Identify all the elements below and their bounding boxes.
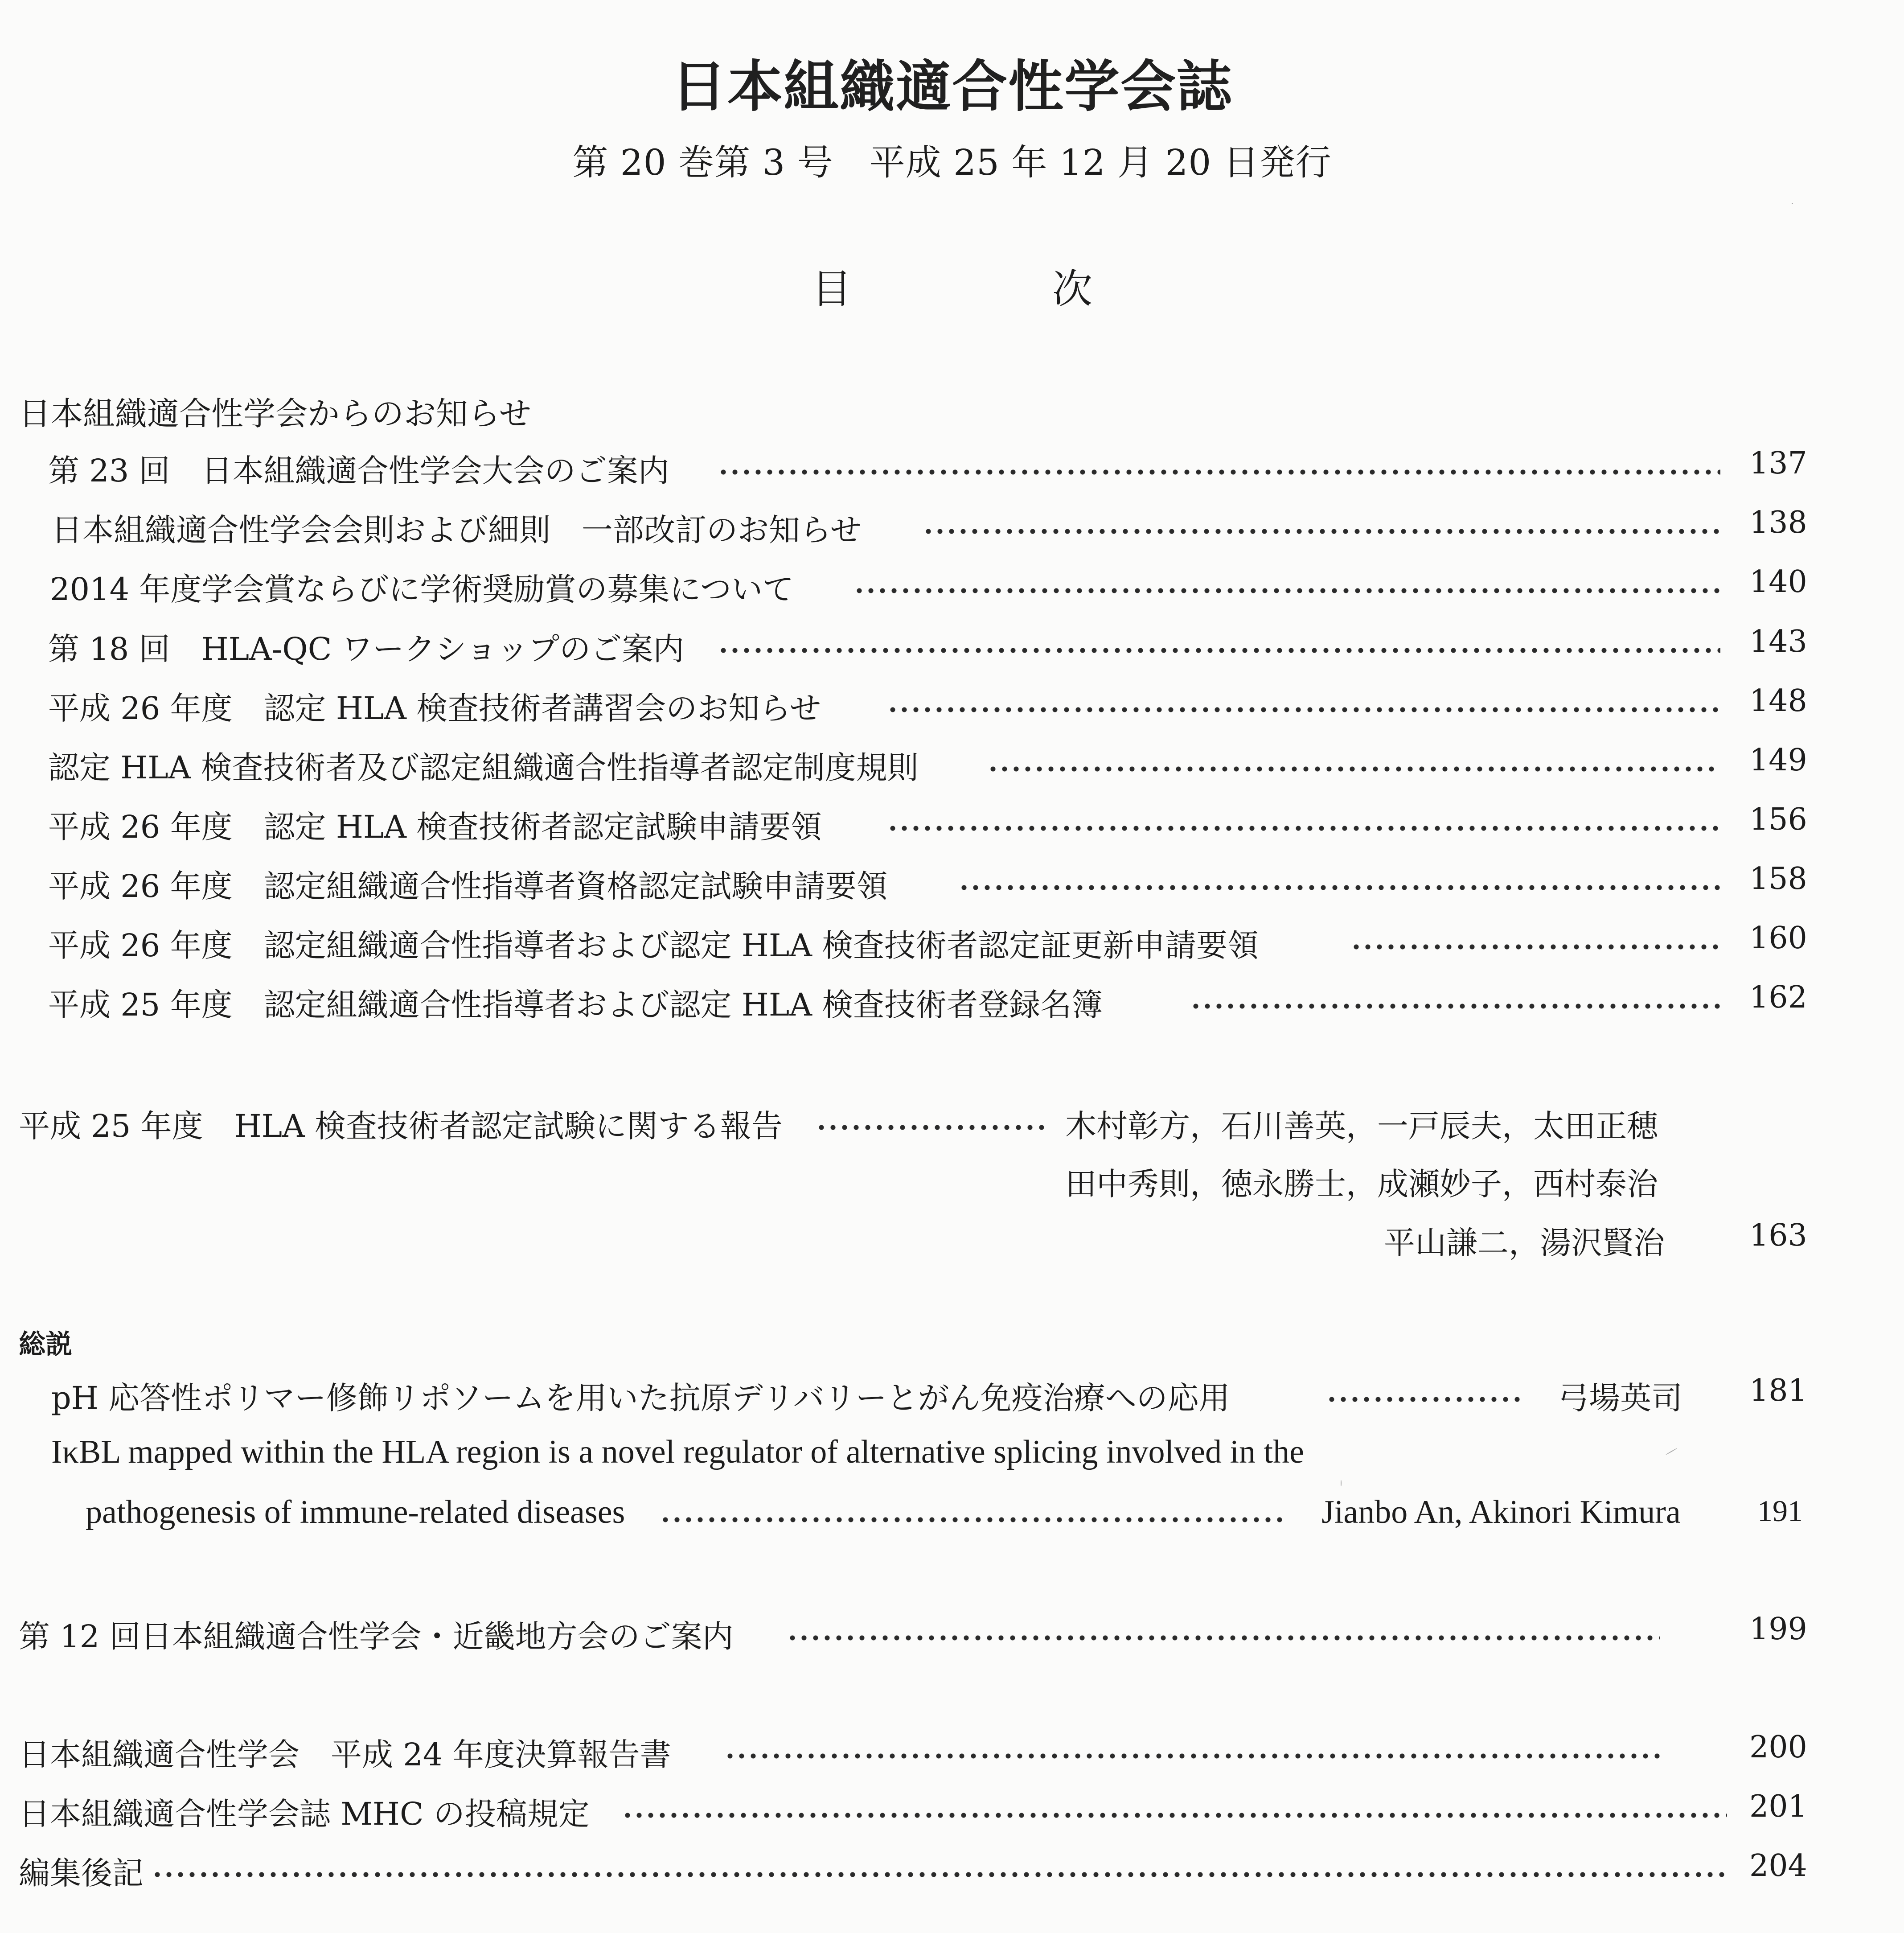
toc-entry[interactable] (0, 683, 1904, 728)
scan-speck (1341, 1480, 1342, 1486)
toc-entry-page[interactable]: 148 (1749, 683, 1807, 719)
dot-leader (816, 1101, 1047, 1146)
toc-entry[interactable] (0, 624, 1904, 669)
dot-leader (718, 446, 1720, 490)
toc-entry-title[interactable]: 日本組織適合性学会会則および細則 一部改訂のお知らせ (51, 512, 862, 548)
toc-entry-title[interactable]: 第 23 回 日本組織適合性学会大会のご案内 (48, 452, 669, 489)
toc-entry-review[interactable] (0, 1373, 1904, 1418)
issue-line: 第 20 巻第 3 号 平成 25 年 12 月 20 日発行 (572, 142, 1332, 183)
toc-entry-title[interactable]: IκBL mapped within the HLA region is a novel regulator of alternative splicing involved in the (51, 1434, 1304, 1470)
toc-entry-title[interactable]: 日本組織適合性学会 平成 24 年度決算報告書 (19, 1736, 671, 1773)
toc-entry-title[interactable]: 平成 25 年度 HLA 検査技術者認定試験に関する報告 (19, 1108, 783, 1144)
dot-leader (923, 505, 1720, 550)
section-heading-reviews: 総説 (19, 1329, 72, 1360)
toc-entry-page[interactable]: 162 (1749, 980, 1807, 1015)
toc-entry-page[interactable]: 204 (1749, 1848, 1807, 1884)
section-heading-notices: 日本組織適合性学会からのお知らせ (19, 395, 531, 432)
toc-entry-page[interactable]: 143 (1749, 624, 1807, 659)
toc-entry-title[interactable]: 日本組織適合性学会誌 MHC の投稿規定 (19, 1796, 590, 1832)
toc-entry-title[interactable]: 平成 26 年度 認定組織適合性指導者資格認定試験申請要領 (48, 868, 888, 905)
dot-leader (987, 743, 1720, 787)
toc-entry[interactable] (0, 980, 1904, 1024)
dot-leader (622, 1789, 1727, 1834)
toc-entry-title[interactable]: 編集後記 (19, 1855, 144, 1892)
toc-entry-page[interactable]: 140 (1749, 564, 1807, 600)
toc-entry-page[interactable]: 191 (1757, 1494, 1803, 1528)
report-authors-line-2: 田中秀則，徳永勝士，成瀬妙子，西村泰治 (1065, 1166, 1658, 1202)
toc-entry-title[interactable]: 平成 25 年度 認定組織適合性指導者および認定 HLA 検査技術者登録名簿 (48, 987, 1103, 1023)
dot-leader (152, 1848, 1727, 1893)
toc-heading: 目 次 (812, 266, 1173, 313)
toc-entry-page[interactable]: 137 (1749, 446, 1807, 481)
dot-leader (887, 802, 1720, 847)
dot-leader (1350, 921, 1720, 965)
toc-entry-title[interactable]: 2014 年度学会賞ならびに学術奨励賞の募集について (50, 571, 794, 608)
toc-entry-page[interactable]: 181 (1749, 1373, 1807, 1408)
toc-entry[interactable] (0, 743, 1904, 787)
report-authors-line-3: 平山謙二，湯沢賢治 (1384, 1225, 1665, 1261)
dot-leader (660, 1493, 1284, 1538)
toc-entry-page[interactable]: 156 (1749, 802, 1807, 837)
toc-entry-page[interactable]: 199 (1749, 1612, 1807, 1647)
dot-leader (724, 1730, 1660, 1774)
toc-entry-page[interactable]: 160 (1749, 921, 1807, 956)
scan-speck (1792, 203, 1793, 204)
toc-entry-review-line-1[interactable] (0, 1433, 1904, 1478)
dot-leader (958, 861, 1720, 906)
dot-leader (1190, 980, 1720, 1024)
dot-leader (718, 624, 1720, 669)
toc-entry-page[interactable]: 200 (1749, 1730, 1807, 1765)
toc-entry-title[interactable]: 第 18 回 HLA-QC ワークショップのご案内 (48, 631, 685, 667)
toc-entry-page[interactable]: 138 (1749, 505, 1807, 540)
toc-entry-title[interactable]: 第 12 回日本組織適合性学会・近畿地方会のご案内 (19, 1618, 734, 1655)
toc-entry[interactable] (0, 861, 1904, 906)
toc-entry-kinki[interactable] (0, 1612, 1904, 1656)
toc-entry-title[interactable]: 認定 HLA 検査技術者及び認定組織適合性指導者認定制度規則 (48, 749, 919, 786)
toc-entry[interactable] (0, 921, 1904, 965)
toc-entry-authors: Jianbo An, Akinori Kimura (1321, 1494, 1681, 1530)
toc-entry-review-line-2[interactable] (0, 1493, 1904, 1538)
dot-leader (887, 683, 1720, 728)
toc-entry-title-continued[interactable]: pathogenesis of immune-related diseases (86, 1494, 625, 1530)
toc-entry-page[interactable]: 163 (1749, 1218, 1807, 1253)
dot-leader (854, 564, 1720, 609)
toc-entry[interactable] (0, 505, 1904, 550)
toc-entry-title[interactable]: pH 応答性ポリマー修飾リポソームを用いた抗原デリバリーとがん免疫治療への応用 (51, 1380, 1230, 1416)
toc-entry-title[interactable]: 平成 26 年度 認定組織適合性指導者および認定 HLA 検査技術者認定証更新申請要領 (48, 927, 1259, 964)
toc-entry-page[interactable]: 201 (1749, 1789, 1807, 1824)
toc-entry[interactable] (0, 446, 1904, 490)
report-authors-line-1: 木村彰方，石川善英，一戸辰夫，太田正穂 (1065, 1108, 1658, 1144)
toc-entry-page[interactable]: 149 (1749, 743, 1807, 778)
toc-entry[interactable] (0, 1730, 1904, 1774)
toc-entry-authors: 弓場英司 (1558, 1380, 1682, 1416)
dot-leader (787, 1612, 1660, 1656)
toc-entry[interactable] (0, 802, 1904, 847)
toc-entry[interactable] (0, 564, 1904, 609)
journal-title: 日本組織適合性学会誌 (671, 55, 1233, 119)
toc-entry-title[interactable]: 平成 26 年度 認定 HLA 検査技術者講習会のお知らせ (48, 690, 821, 727)
toc-entry-title[interactable]: 平成 26 年度 認定 HLA 検査技術者認定試験申請要領 (48, 809, 822, 845)
toc-entry[interactable] (0, 1848, 1904, 1893)
toc-entry[interactable] (0, 1789, 1904, 1834)
toc-entry-page[interactable]: 158 (1749, 861, 1807, 897)
dot-leader (1326, 1373, 1522, 1418)
